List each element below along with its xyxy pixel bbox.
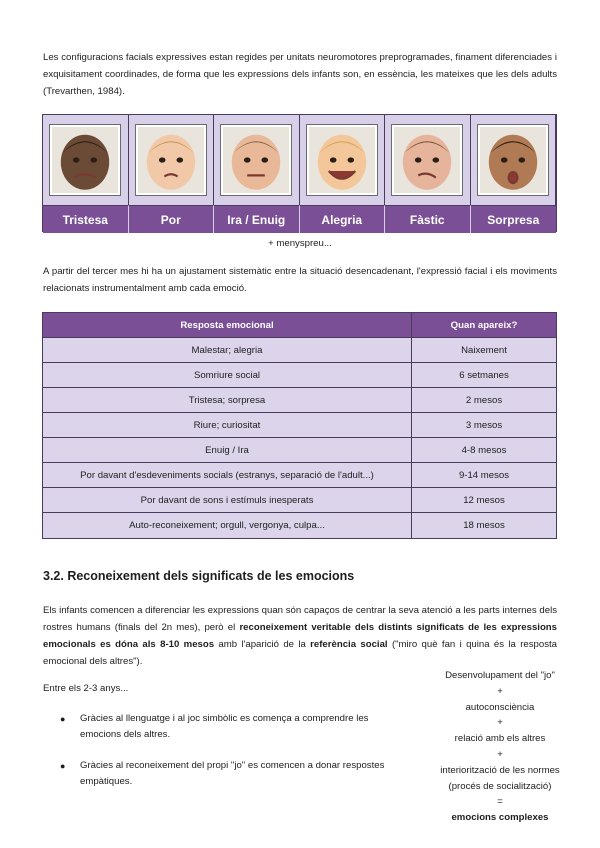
recognition-text-3: ("miro què fan i quina és la resposta emocional dels altres"). xyxy=(43,639,557,667)
intro-paragraph: Les configuracions facials expressives estan regides per unitats neuromotores preprogramades, finament diferenciades i exquisitament coordinades, de forma que les expressions dels infants son, en essència, les mateixes que les dels adults (Trevarthen, 1984). xyxy=(43,52,557,97)
table-row xyxy=(43,488,556,513)
bullet-text: Gràcies al reconeixement del propi "jo" es comencen a donar respostes empàtiques. xyxy=(80,760,385,787)
face-frame xyxy=(477,124,549,196)
table-header-cell: Quan apareix? xyxy=(412,313,556,337)
emotion-label: Ira / Enuig xyxy=(214,205,300,233)
face-frame xyxy=(49,124,121,196)
bullet-item xyxy=(60,758,390,790)
adjustment-paragraph: A partir del tercer mes hi ha un ajustament sistemàtic entre la situació desencadenant, l'expressió facial i els moviments relacionats instrumentalment amb cada emoció. xyxy=(43,266,557,294)
table-row xyxy=(43,388,556,413)
bullet-text: Gràcies al llenguatge i al joc simbòlic es comença a comprendre les emocions dels altres. xyxy=(80,713,369,740)
recognition-paragraph xyxy=(43,602,557,670)
table-header-cell: Resposta emocional xyxy=(43,313,412,337)
table-cell: 3 mesos xyxy=(412,413,556,437)
diagram-line: (procés de socialització) xyxy=(448,780,552,792)
table-row xyxy=(43,513,556,538)
emotion-label: Por xyxy=(129,205,215,233)
table-cell: 9-14 mesos xyxy=(412,463,556,487)
diagram-line: Desenvolupament del "jo" xyxy=(445,670,555,681)
faces-caption: + menyspreu... xyxy=(268,238,332,249)
happy-baby-face-icon xyxy=(309,127,375,193)
face-frame xyxy=(306,124,378,196)
diagram-line: interiorització de les normes xyxy=(440,764,560,776)
table-row xyxy=(43,363,556,388)
diagram-line: + xyxy=(497,748,503,760)
bullet-item xyxy=(60,711,390,743)
face-cell-4 xyxy=(300,115,386,205)
bullet-dot-icon: ● xyxy=(60,761,66,771)
table-cell: 6 setmanes xyxy=(412,363,556,387)
table-cell: 18 mesos xyxy=(412,513,556,538)
diagram-line: + xyxy=(497,685,503,697)
table-row xyxy=(43,413,556,438)
table-cell: Auto-reconeixement; orgull, vergonya, culpa... xyxy=(43,513,412,538)
recognition-bold-2: referència social xyxy=(310,639,388,650)
recognition-bold-1: reconeixement veritable dels distints significats de les expressions emocionals es dóna als 8-10 mesos xyxy=(43,622,558,650)
table-cell: 4-8 mesos xyxy=(412,438,556,462)
face-cell-3 xyxy=(214,115,300,205)
table-cell: Tristesa; sorpresa xyxy=(43,388,412,412)
table-cell: Somriure social xyxy=(43,363,412,387)
section-heading: 3.2. Reconeixement dels significats de les emocions xyxy=(43,569,355,583)
disgusted-baby-face-icon xyxy=(394,127,460,193)
diagram-line: relació amb els altres xyxy=(454,733,546,745)
face-cell-5 xyxy=(385,115,471,205)
angry-baby-face-icon xyxy=(223,127,289,193)
table-cell: 2 mesos xyxy=(412,388,556,412)
emotion-faces-grid xyxy=(42,114,557,232)
table-cell: Por davant d'esdeveniments socials (estranys, separació de l'adult...) xyxy=(43,463,412,487)
bullet-dot-icon: ● xyxy=(60,714,66,724)
diagram-line: autoconsciència xyxy=(465,701,535,713)
recognition-text-1: Els infants comencen a diferenciar les expressions quan són capaços de centrar la seva atenció a les parts internes dels rostres humans (finals del 2n mes), però el xyxy=(43,605,557,633)
sad-baby-face-icon xyxy=(52,127,118,193)
diagram-line: = xyxy=(497,796,503,808)
face-cell-2 xyxy=(129,115,215,205)
face-frame xyxy=(391,124,463,196)
table-cell: Enuig / Ira xyxy=(43,438,412,462)
table-cell: 12 mesos xyxy=(412,488,556,512)
table-row xyxy=(43,438,556,463)
face-frame xyxy=(135,124,207,196)
emotion-label: Sorpresa xyxy=(471,205,557,233)
face-cell-6 xyxy=(471,115,557,205)
table-header-row xyxy=(43,313,556,338)
age-range-paragraph: Entre els 2-3 anys... xyxy=(43,683,129,694)
table-cell: Malestar; alegria xyxy=(43,338,412,362)
diagram-line: + xyxy=(497,717,503,729)
table-row xyxy=(43,463,556,488)
emotion-label: Fàstic xyxy=(385,205,471,233)
diagram-result: emocions complexes xyxy=(451,812,549,824)
fearful-baby-face-icon xyxy=(138,127,204,193)
surprised-baby-face-icon xyxy=(480,127,546,193)
table-row xyxy=(43,338,556,363)
recognition-text-2: amb l'aparició de la xyxy=(214,639,311,650)
face-frame xyxy=(220,124,292,196)
emotion-label: Tristesa xyxy=(43,205,129,233)
table-cell: Por davant de sons i estímuls inesperats xyxy=(43,488,412,512)
emotion-label: Alegria xyxy=(300,205,386,233)
face-cell-1 xyxy=(43,115,129,205)
complex-emotions-diagram xyxy=(420,668,580,826)
table-cell: Riure; curiositat xyxy=(43,413,412,437)
emotional-response-table xyxy=(42,312,557,539)
table-cell: Naixement xyxy=(412,338,556,362)
